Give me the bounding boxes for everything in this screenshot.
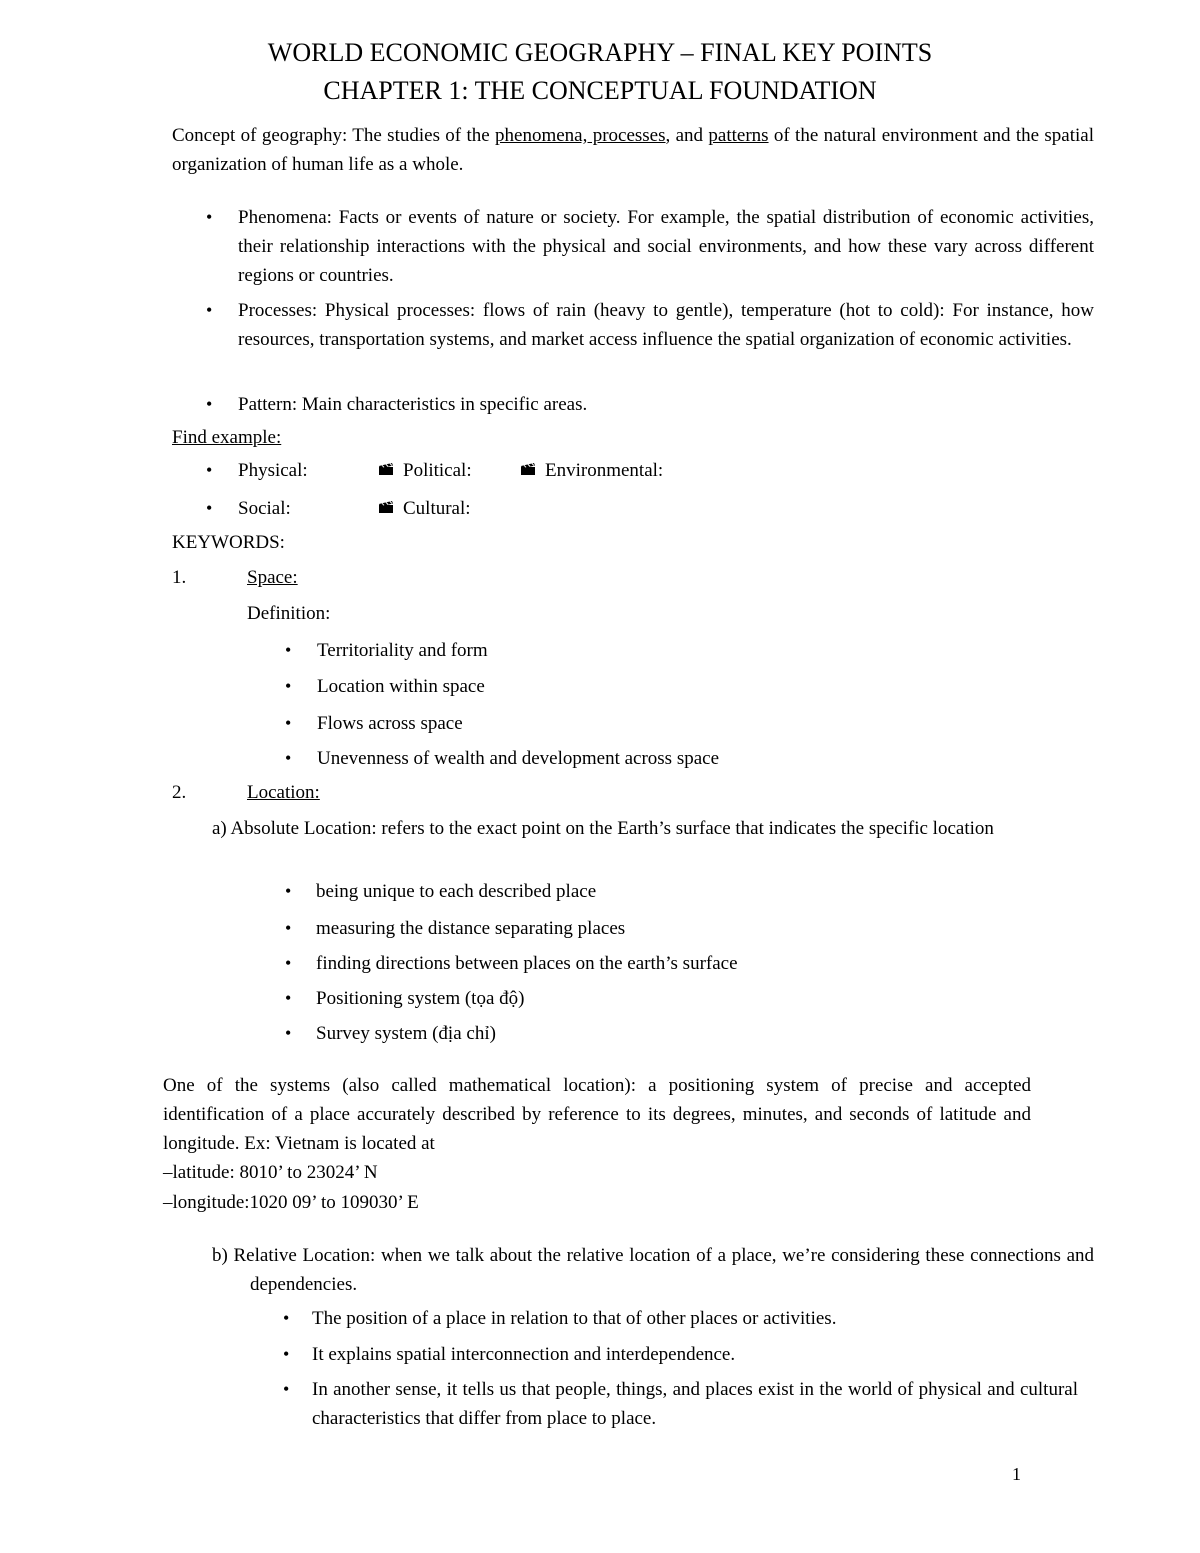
bullet-dot: •	[206, 394, 213, 414]
keyword-title-space: Space:	[247, 567, 298, 588]
bullet-dot: •	[285, 881, 292, 901]
clapperboard-icon	[520, 462, 536, 476]
relative-item: In another sense, it tells us that people, things, and places exist in the world of physical and cultural characteristics that differ from place to place.	[312, 1379, 1078, 1429]
absolute-item: measuring the distance separating places	[316, 918, 626, 939]
example-physical: Physical:	[238, 460, 308, 481]
bullet-dot: •	[285, 748, 292, 768]
longitude-line: –longitude:1020 09’ to 109030’ E	[163, 1192, 419, 1213]
bullet-dot: •	[283, 1379, 290, 1399]
bullet-dot: •	[285, 988, 292, 1008]
relative-item: It explains spatial interconnection and interdependence.	[312, 1344, 736, 1365]
example-political: Political:	[403, 460, 472, 481]
bullet-dot: •	[206, 498, 213, 518]
bullet-dot: •	[285, 713, 292, 733]
keywords-heading: KEYWORDS:	[172, 532, 285, 553]
absolute-item: Survey system (địa chỉ)	[316, 1023, 496, 1044]
bullet-dot: •	[206, 460, 213, 480]
chapter-title: CHAPTER 1: THE CONCEPTUAL FOUNDATION	[323, 76, 877, 105]
keyword-title-location: Location:	[247, 782, 320, 803]
absolute-item: Positioning system (tọa độ)	[316, 988, 525, 1009]
bullet-dot: •	[285, 1023, 292, 1043]
space-item: Flows across space	[317, 713, 463, 734]
document-title: WORLD ECONOMIC GEOGRAPHY – FINAL KEY POINTS	[267, 38, 933, 67]
concept-prefix: Concept of geography: The studies of the	[172, 125, 496, 146]
bullet-processes: Processes: Physical processes: flows of rain (heavy to gentle), temperature (hot to cold): For instance, how resources, transportation systems, and market access influence the spatial organization of economic activities.	[238, 300, 1094, 350]
bullet-dot: •	[285, 918, 292, 938]
bullet-dot: •	[285, 640, 292, 660]
bullet-dot: •	[285, 953, 292, 973]
relative-item: The position of a place in relation to that of other places or activities.	[312, 1308, 837, 1329]
absolute-location-text: a) Absolute Location: refers to the exact point on the Earth’s surface that indicates the specific location	[212, 818, 994, 839]
example-social: Social:	[238, 498, 291, 519]
concept-paragraph	[172, 121, 1094, 179]
relative-location-paragraph	[212, 1241, 1094, 1299]
space-item: Territoriality and form	[317, 640, 488, 661]
definition-label: Definition:	[247, 603, 331, 624]
absolute-item: finding directions between places on the earth’s surface	[316, 953, 738, 974]
keyword-number: 2.	[172, 782, 187, 803]
absolute-location-paragraph	[212, 814, 1094, 843]
keyword-number: 1.	[172, 567, 187, 588]
latitude-line: –latitude: 8010’ to 23024’ N	[163, 1162, 378, 1183]
relative-location-text: b) Relative Location: when we talk about the relative location of a place, we’re considering these connections and dependencies.	[212, 1245, 1094, 1295]
bullet-dot: •	[285, 676, 292, 696]
bullet-phenomena: Phenomena: Facts or events of nature or society. For example, the spatial distribution of economic activities, their relationship interactions with the physical and social environments, and how these vary across different regions or countries.	[238, 207, 1094, 286]
find-example-heading: Find example:	[172, 427, 282, 448]
systems-paragraph: One of the systems (also called mathematical location): a positioning system of precise and accepted identification of a place accurately described by reference to its degrees, minutes, and seconds of latitude and longitude. Ex: Vietnam is located at	[163, 1075, 1031, 1154]
absolute-item: being unique to each described place	[316, 881, 597, 902]
concept-mid: , and	[665, 125, 709, 146]
clapperboard-icon	[378, 462, 394, 476]
example-cultural: Cultural:	[403, 498, 471, 519]
bullet-dot: •	[206, 207, 213, 227]
concept-suffix: of the natural environment and the spatial organization of human life as a whole.	[172, 125, 1095, 175]
bullet-dot: •	[283, 1344, 290, 1364]
page-number: 1	[1012, 1464, 1021, 1484]
concept-underline-phenomena: phenomena, processes	[495, 125, 666, 146]
concept-underline-patterns: patterns	[708, 125, 769, 146]
bullet-dot: •	[206, 300, 213, 320]
bullet-pattern: Pattern: Main characteristics in specific areas.	[238, 394, 588, 415]
bullet-dot: •	[283, 1308, 290, 1328]
space-item: Unevenness of wealth and development across space	[317, 748, 720, 769]
example-environmental: Environmental:	[545, 460, 664, 481]
clapperboard-icon	[378, 500, 394, 514]
space-item: Location within space	[317, 676, 485, 697]
